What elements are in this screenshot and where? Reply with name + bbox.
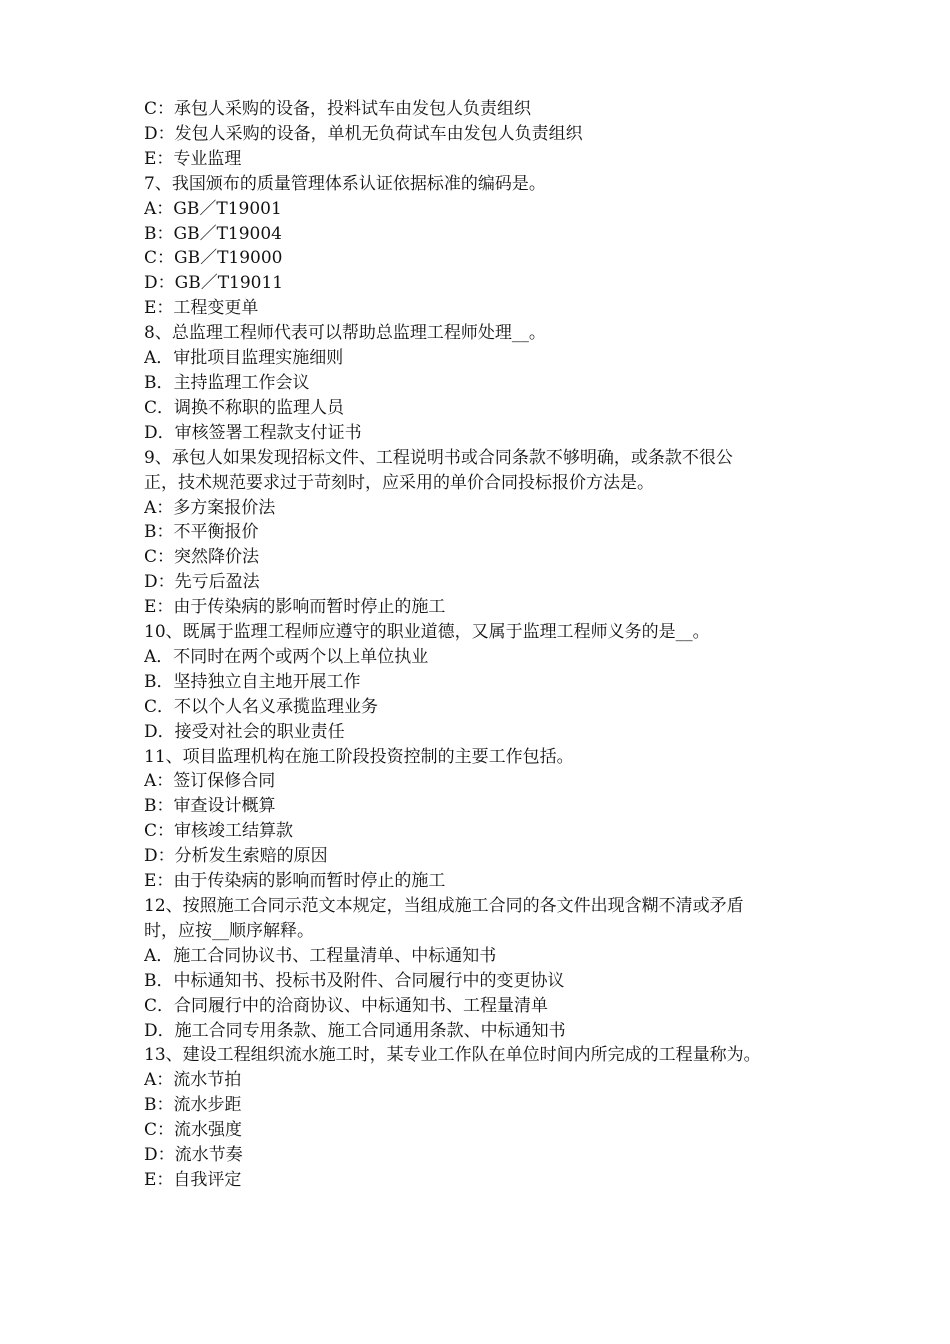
text-line: E：由于传染病的影响而暂时停止的施工 xyxy=(144,871,446,892)
question-line: 7、我国颁布的质量管理体系认证依据标准的编码是。 xyxy=(144,173,546,194)
text-line: C：突然降价法 xyxy=(144,547,260,568)
text-line: C：审核竣工结算款 xyxy=(144,821,294,842)
text-line: E：由于传染病的影响而暂时停止的施工 xyxy=(144,597,446,618)
text-line: D：GB／T19011 xyxy=(144,273,284,294)
text-line: A：多方案报价法 xyxy=(144,497,276,518)
text-line: A．不同时在两个或两个以上单位执业 xyxy=(144,646,429,667)
text-line: D：先亏后盈法 xyxy=(144,572,260,593)
question-line: 10、既属于监理工程师应遵守的职业道德，又属于监理工程师义务的是__。 xyxy=(144,622,710,643)
text-line: A：GB／T19001 xyxy=(144,198,282,219)
text-line: C．合同履行中的洽商协议、中标通知书、工程量清单 xyxy=(144,995,549,1016)
text-line: C．调换不称职的监理人员 xyxy=(144,397,345,418)
text-line: E：专业监理 xyxy=(144,148,242,169)
text-line: D．施工合同专用条款、施工合同通用条款、中标通知书 xyxy=(144,1020,566,1041)
text-line: B：审查设计概算 xyxy=(144,796,276,817)
text-line: D：发包人采购的设备，单机无负荷试车由发包人负责组织 xyxy=(144,123,583,144)
question-line: 9、承包人如果发现招标文件、工程说明书或合同条款不够明确，或条款不很公 xyxy=(144,447,733,468)
text-line: C：承包人采购的设备，投料试车由发包人负责组织 xyxy=(144,99,532,119)
text-line: A．施工合同协议书、工程量清单、中标通知书 xyxy=(144,945,497,966)
text-line: C．不以个人名义承揽监理业务 xyxy=(144,696,379,717)
text-line: E：工程变更单 xyxy=(144,298,259,319)
question-line: 12、按照施工合同示范文本规定，当组成施工合同的各文件出现含糊不清或矛盾 xyxy=(144,896,744,916)
text-line: B：流水步距 xyxy=(144,1095,242,1116)
question-line: 8、总监理工程师代表可以帮助总监理工程师处理__。 xyxy=(144,323,546,344)
text-line: B．主持监理工作会议 xyxy=(144,372,310,393)
text-line: D．审核签署工程款支付证书 xyxy=(144,422,362,443)
text-line: B：GB／T19004 xyxy=(144,223,282,244)
text-line: B．坚持独立自主地开展工作 xyxy=(144,671,361,692)
text-line: D：流水节奏 xyxy=(144,1145,243,1166)
question-line: 正，技术规范要求过于苛刻时，应采用的单价合同投标报价方法是。 xyxy=(144,472,654,493)
question-line: 11、项目监理机构在施工阶段投资控制的主要工作包括。 xyxy=(144,746,574,767)
text-line: B．中标通知书、投标书及附件、合同履行中的变更协议 xyxy=(144,970,565,991)
text-line: C：流水强度 xyxy=(144,1120,243,1141)
text-line: A：流水节拍 xyxy=(144,1070,242,1091)
text-line: D：分析发生索赔的原因 xyxy=(144,846,328,867)
text-line: E：自我评定 xyxy=(144,1169,242,1190)
text-line: D．接受对社会的职业责任 xyxy=(144,721,345,742)
text-line: A：签订保修合同 xyxy=(144,771,276,792)
question-line: 13、建设工程组织流水施工时，某专业工作队在单位时间内所完成的工程量称为。 xyxy=(144,1045,761,1066)
text-line: C：GB／T19000 xyxy=(144,248,283,269)
document-page xyxy=(144,97,814,1193)
question-line: 时，应按__顺序解释。 xyxy=(144,920,314,941)
text-line: B：不平衡报价 xyxy=(144,522,259,543)
text-line: A．审批项目监理实施细则 xyxy=(144,348,344,369)
